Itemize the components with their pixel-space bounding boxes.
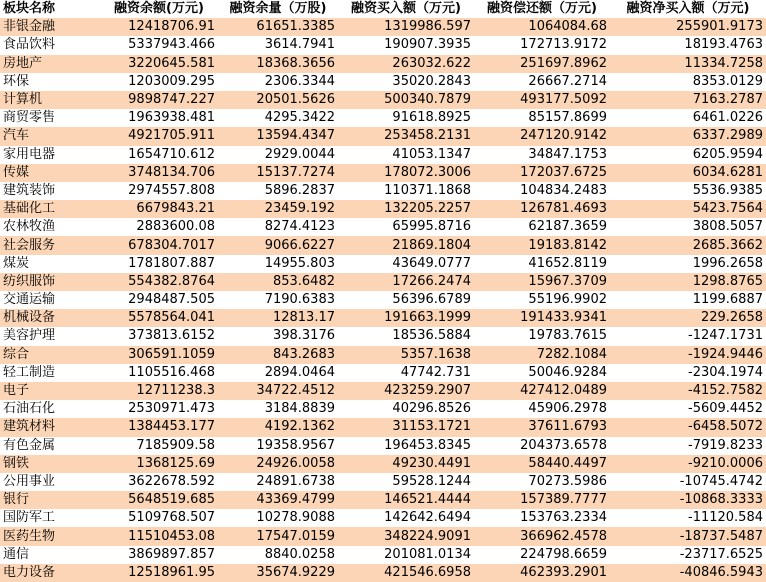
cell-financing-buy-amount: 35020.2843 [392,73,471,89]
header-financing-repay-amount[interactable]: 融资偿还额（万元) [474,0,610,18]
cell-financing-net-buy: 1199.6887 [692,292,763,308]
cell-financing-repay-amount: 191433.9341 [520,310,607,326]
cell-financing-balance: 5648519.685 [128,492,215,508]
cell-financing-repay-amount: 58440.4497 [528,455,607,471]
cell-financing-balance: 678304.7017 [128,237,215,253]
cell-financing-balance: 554382.8764 [128,273,215,289]
cell-financing-balance: 3748134.706 [128,164,215,180]
cell-financing-net-buy: -10868.3333 [679,492,763,508]
cell-financing-net-buy: -18737.5487 [679,528,763,544]
cell-financing-repay-amount: 172037.6725 [520,164,607,180]
cell-financing-balance: 12518961.95 [128,564,215,580]
cell-sector-name: 美容护理 [3,328,56,344]
cell-financing-volume: 843.2683 [272,346,335,362]
cell-financing-repay-amount: 247120.9142 [520,128,607,144]
cell-sector-name: 建筑材料 [3,419,56,435]
cell-financing-repay-amount: 15967.3709 [528,273,607,289]
table-row[interactable] [0,182,766,200]
table-row[interactable] [0,527,766,545]
cell-financing-buy-amount: 110371.1868 [384,182,471,198]
cell-financing-volume: 18368.3656 [256,55,335,71]
table-row[interactable] [0,309,766,327]
cell-financing-buy-amount: 191663.1999 [384,310,471,326]
cell-financing-net-buy: -6458.5072 [688,419,763,435]
cell-financing-net-buy: -1247.1731 [688,328,763,344]
cell-financing-repay-amount: 70273.5986 [528,473,607,489]
cell-financing-repay-amount: 493177.5092 [520,92,607,108]
cell-financing-buy-amount: 178072.3006 [384,164,471,180]
cell-financing-net-buy: 2685.3662 [692,237,763,253]
header-financing-buy-amount[interactable]: 融资买入额（万元) [338,0,474,18]
cell-sector-name: 电子 [3,383,30,399]
cell-financing-balance: 2974557.808 [128,182,215,198]
table-row[interactable] [0,400,766,418]
cell-sector-name: 基础化工 [3,201,56,217]
table-row[interactable] [0,91,766,109]
cell-financing-volume: 35674.9229 [256,564,335,580]
table-row[interactable] [0,364,766,382]
cell-financing-repay-amount: 19183.8142 [528,237,607,253]
cell-financing-repay-amount: 104834.2483 [520,182,607,198]
cell-financing-repay-amount: 427412.0489 [520,383,607,399]
cell-financing-repay-amount: 251697.8962 [520,55,607,71]
cell-financing-volume: 15137.7274 [256,164,335,180]
cell-financing-balance: 1368125.69 [136,455,215,471]
cell-financing-buy-amount: 146521.4444 [384,492,471,508]
cell-sector-name: 银行 [3,492,30,508]
cell-financing-balance: 3869897.857 [128,546,215,562]
table-row[interactable] [0,437,766,455]
table-row[interactable] [0,546,766,564]
cell-sector-name: 纺织服饰 [3,273,56,289]
cell-sector-name: 通信 [3,546,30,562]
cell-financing-net-buy: -9210.0006 [688,455,763,471]
cell-financing-volume: 2929.0044 [264,146,335,162]
cell-financing-net-buy: 255901.9173 [676,19,763,35]
cell-sector-name: 有色金属 [3,437,56,453]
table-header-row [0,0,766,18]
cell-financing-repay-amount: 34847.1753 [528,146,607,162]
cell-sector-name: 社会服务 [3,237,56,253]
cell-financing-balance: 6679843.21 [136,201,215,217]
cell-financing-volume: 14955.803 [264,255,335,271]
cell-financing-balance: 1105516.468 [128,364,215,380]
cell-financing-volume: 853.6482 [272,273,335,289]
cell-financing-balance: 4921705.911 [128,128,215,144]
cell-financing-repay-amount: 7282.1084 [536,346,607,362]
cell-financing-net-buy: -5609.4452 [688,401,763,417]
cell-financing-net-buy: -40846.5943 [679,564,763,580]
cell-financing-buy-amount: 41053.1347 [392,146,471,162]
cell-financing-repay-amount: 37611.6793 [528,419,607,435]
cell-financing-repay-amount: 224798.6659 [520,546,607,562]
cell-financing-balance: 9898747.227 [128,92,215,108]
cell-financing-buy-amount: 21869.1804 [392,237,471,253]
table-row[interactable] [0,346,766,364]
table-row[interactable] [0,255,766,273]
header-sector-name[interactable]: 板块名称 [0,0,100,18]
cell-financing-balance: 5109768.507 [128,510,215,526]
cell-financing-net-buy: 7163.2787 [692,92,763,108]
cell-sector-name: 石油石化 [3,401,56,417]
cell-financing-balance: 3220645.581 [128,55,215,71]
cell-financing-volume: 3184.8839 [264,401,335,417]
cell-financing-buy-amount: 43649.0777 [392,255,471,271]
header-financing-net-buy[interactable]: 融资净买入额（万元) [610,0,766,18]
cell-sector-name: 机械设备 [3,310,56,326]
cell-financing-buy-amount: 59528.1244 [392,473,471,489]
cell-financing-buy-amount: 500340.7879 [384,92,471,108]
cell-financing-volume: 8274.4123 [264,219,335,235]
cell-sector-name: 轻工制造 [3,364,56,380]
cell-financing-net-buy: -1924.9446 [688,346,763,362]
cell-financing-repay-amount: 366962.4578 [520,528,607,544]
cell-financing-buy-amount: 253458.2131 [384,128,471,144]
table-row[interactable] [0,564,766,582]
table-row[interactable] [0,164,766,182]
cell-financing-balance: 11510453.08 [128,528,215,544]
table-row[interactable] [0,473,766,491]
cell-financing-buy-amount: 47742.731 [400,364,471,380]
table-row[interactable] [0,382,766,400]
cell-sector-name: 综合 [3,346,30,362]
cell-sector-name: 房地产 [3,55,43,71]
cell-sector-name: 医药生物 [3,528,56,544]
cell-financing-repay-amount: 41652.8119 [528,255,607,271]
cell-financing-volume: 23459.192 [264,201,335,217]
cell-financing-volume: 43369.4799 [256,492,335,508]
cell-financing-volume: 4192.1362 [264,419,335,435]
cell-financing-net-buy: -4152.7582 [688,383,763,399]
cell-financing-balance: 1963938.481 [128,110,215,126]
table-row[interactable] [0,55,766,73]
cell-financing-buy-amount: 142642.6494 [384,510,471,526]
table-row[interactable] [0,200,766,218]
cell-financing-net-buy: 1298.8765 [692,273,763,289]
table-row[interactable] [0,327,766,345]
table-row[interactable] [0,455,766,473]
cell-financing-volume: 12813.17 [272,310,335,326]
cell-financing-repay-amount: 157389.7777 [520,492,607,508]
cell-financing-net-buy: 1996.2658 [692,255,763,271]
cell-financing-repay-amount: 62187.3659 [528,219,607,235]
table-row[interactable] [0,418,766,436]
cell-financing-net-buy: 229.2658 [700,310,763,326]
cell-financing-volume: 13594.4347 [256,128,335,144]
cell-financing-net-buy: 11334.7258 [684,55,763,71]
cell-sector-name: 交通运输 [3,292,56,308]
cell-sector-name: 钢铁 [3,455,30,471]
cell-sector-name: 公用事业 [3,473,56,489]
table-row[interactable] [0,146,766,164]
cell-sector-name: 建筑装饰 [3,182,56,198]
cell-financing-balance: 5337943.466 [128,37,215,53]
cell-financing-net-buy: 6461.0226 [692,110,763,126]
cell-financing-balance: 2948487.505 [128,292,215,308]
cell-financing-volume: 20501.5626 [256,92,335,108]
cell-financing-balance: 7185909.58 [136,437,215,453]
cell-financing-buy-amount: 56396.6789 [392,292,471,308]
cell-financing-volume: 7190.6383 [264,292,335,308]
cell-financing-balance: 3622678.592 [128,473,215,489]
cell-financing-buy-amount: 423259.2907 [384,383,471,399]
cell-financing-buy-amount: 1319986.597 [384,19,471,35]
cell-financing-buy-amount: 421546.6958 [384,564,471,580]
cell-financing-net-buy: -11120.584 [688,510,763,526]
cell-financing-balance: 1384453.177 [128,419,215,435]
cell-financing-volume: 398.3176 [272,328,335,344]
cell-financing-buy-amount: 190907.3935 [384,37,471,53]
cell-financing-repay-amount: 462393.2901 [520,564,607,580]
table-row[interactable] [0,509,766,527]
cell-financing-balance: 1654710.612 [128,146,215,162]
cell-financing-net-buy: -2304.1974 [688,364,763,380]
cell-financing-volume: 10278.9088 [256,510,335,526]
header-financing-volume[interactable]: 融资余量（万股) [218,0,338,18]
cell-sector-name: 食品饮料 [3,37,56,53]
cell-sector-name: 农林牧渔 [3,219,56,235]
header-financing-balance[interactable]: 融资余额(万元) [100,0,218,18]
cell-financing-volume: 19358.9567 [256,437,335,453]
cell-financing-balance: 1781807.887 [128,255,215,271]
cell-sector-name: 国防军工 [3,510,56,526]
cell-financing-volume: 34722.4512 [256,383,335,399]
cell-financing-net-buy: -23717.6525 [679,546,763,562]
cell-financing-buy-amount: 18536.5884 [392,328,471,344]
cell-financing-repay-amount: 172713.9172 [520,37,607,53]
cell-financing-buy-amount: 49230.4491 [392,455,471,471]
cell-financing-repay-amount: 85157.8699 [528,110,607,126]
cell-financing-buy-amount: 17266.2474 [392,273,471,289]
cell-financing-buy-amount: 132205.2257 [384,201,471,217]
cell-financing-net-buy: 5536.9385 [692,182,763,198]
cell-financing-repay-amount: 19783.7615 [528,328,607,344]
cell-financing-repay-amount: 50046.9284 [528,364,607,380]
cell-financing-balance: 1203009.295 [128,73,215,89]
cell-financing-buy-amount: 31153.1721 [392,419,471,435]
cell-financing-buy-amount: 263032.622 [392,55,471,71]
cell-financing-buy-amount: 348224.9091 [384,528,471,544]
cell-financing-volume: 5896.2837 [264,182,335,198]
cell-sector-name: 计算机 [3,92,43,108]
cell-financing-volume: 24926.0058 [256,455,335,471]
cell-financing-repay-amount: 45906.2978 [528,401,607,417]
table-row[interactable] [0,273,766,291]
cell-sector-name: 传媒 [3,164,30,180]
cell-financing-volume: 2306.3344 [264,73,335,89]
cell-financing-volume: 9066.6227 [264,237,335,253]
cell-financing-volume: 24891.6738 [256,473,335,489]
table-row[interactable] [0,491,766,509]
cell-financing-repay-amount: 55196.9902 [528,292,607,308]
cell-financing-buy-amount: 40296.8526 [392,401,471,417]
table-row[interactable] [0,109,766,127]
cell-sector-name: 非银金融 [3,19,56,35]
table-row[interactable] [0,36,766,54]
cell-financing-balance: 2883600.08 [136,219,215,235]
table-row[interactable] [0,127,766,145]
cell-sector-name: 汽车 [3,128,30,144]
cell-financing-repay-amount: 204373.6578 [520,437,607,453]
cell-financing-balance: 5578564.041 [128,310,215,326]
cell-sector-name: 商贸零售 [3,110,56,126]
cell-financing-repay-amount: 1064084.68 [528,19,607,35]
cell-financing-net-buy: 6034.6281 [692,164,763,180]
table-row[interactable] [0,236,766,254]
cell-financing-balance: 373813.6152 [128,328,215,344]
cell-sector-name: 煤炭 [3,255,30,271]
cell-financing-net-buy: -7919.8233 [688,437,763,453]
table-row[interactable] [0,291,766,309]
cell-financing-volume: 3614.7941 [264,37,335,53]
cell-financing-net-buy: -10745.4742 [679,473,763,489]
table-row[interactable] [0,18,766,36]
cell-financing-balance: 12711238.3 [136,383,215,399]
cell-financing-volume: 4295.3422 [264,110,335,126]
cell-financing-net-buy: 6205.9594 [692,146,763,162]
cell-financing-buy-amount: 196453.8345 [384,437,471,453]
cell-financing-volume: 61651.3385 [256,19,335,35]
cell-financing-volume: 17547.0159 [256,528,335,544]
cell-sector-name: 家用电器 [3,146,56,162]
cell-sector-name: 电力设备 [3,564,56,580]
table-row[interactable] [0,218,766,236]
cell-financing-volume: 8840.0258 [264,546,335,562]
cell-financing-repay-amount: 126781.4693 [520,201,607,217]
table-row[interactable] [0,73,766,91]
cell-financing-net-buy: 5423.7564 [692,201,763,217]
cell-financing-balance: 2530971.473 [128,401,215,417]
cell-financing-net-buy: 6337.2989 [692,128,763,144]
cell-financing-volume: 2894.0464 [264,364,335,380]
cell-financing-net-buy: 3808.5057 [692,219,763,235]
cell-financing-buy-amount: 201081.0134 [384,546,471,562]
cell-financing-balance: 306591.1059 [128,346,215,362]
cell-financing-repay-amount: 153763.2334 [520,510,607,526]
cell-financing-repay-amount: 26667.2714 [528,73,607,89]
cell-sector-name: 环保 [3,73,30,89]
cell-financing-buy-amount: 91618.8925 [392,110,471,126]
cell-financing-buy-amount: 5357.1638 [400,346,471,362]
cell-financing-balance: 12418706.91 [128,19,215,35]
cell-financing-net-buy: 18193.4763 [684,37,763,53]
cell-financing-net-buy: 8353.0129 [692,73,763,89]
cell-financing-buy-amount: 65995.8716 [392,219,471,235]
